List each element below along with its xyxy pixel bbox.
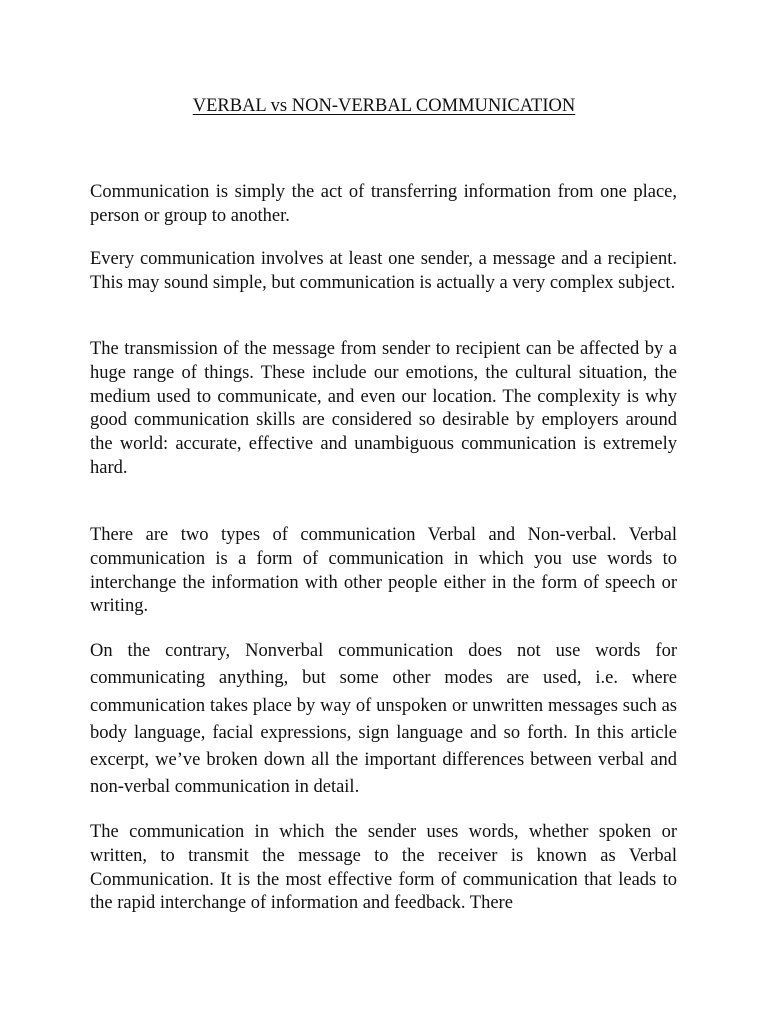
paragraph-sender-message-recipient: Every communication involves at least one sender, a message and a recipient. This may sound simple, but communication is actually a very complex subject. <box>90 249 677 293</box>
paragraph-verbal-definition: The communication in which the sender uses words, whether spoken or written, to transmit the message to the receiver is known as Verbal Communication. It is the most effective form of communication that leads to the rapid interchange of information and feedback. There <box>90 822 677 914</box>
paragraph-two-types: There are two types of communication Verbal and Non-verbal. Verbal communication is a form of communication in which you use words to interchange the information with other people either in the form of speech or writing. <box>90 525 677 617</box>
paragraph-definition: Communication is simply the act of transferring information from one place, person or group to another. <box>90 182 677 226</box>
paragraph-transmission: The transmission of the message from sender to recipient can be affected by a huge range of things. These include our emotions, the cultural situation, the medium used to communicate, and even our location. The complexity is why good communication skills are considered so desirable by employers around the world: accurate, effective and unambiguous communication is extremely hard. <box>90 339 677 478</box>
paragraph-nonverbal: On the contrary, Nonverbal communication does not use words for communicating anything, but some other modes are used, i.e. where communication takes place by way of unspoken or unwritten messages such as body language, facial expressions, sign language and so forth. In this article excerpt, we’ve broken down all the important differences between verbal and non-verbal communication in detail. <box>90 641 677 798</box>
document-title: VERBAL vs NON-VERBAL COMMUNICATION <box>192 96 576 116</box>
